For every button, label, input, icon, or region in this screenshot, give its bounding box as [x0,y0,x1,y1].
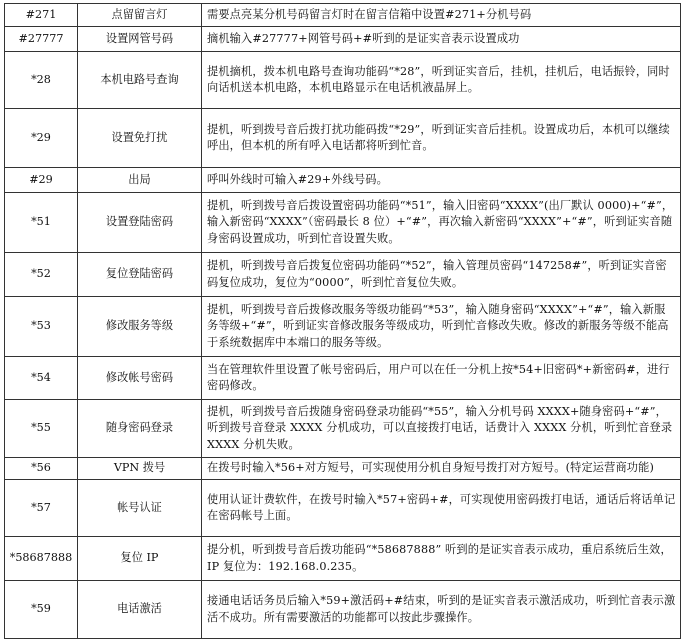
function-name: 设置免打扰 [78,109,202,168]
function-code: #27777 [5,27,78,52]
function-code: *53 [5,297,78,357]
function-description: 提机，听到拨号音后拨随身密码登录功能码“*55”，输入分机号码 XXXX+随身密码+“#”，听到拨号音登录 XXXX 分机成功，可以直接拨打电话，话费计入 XXXX 分机，听到忙音登录 XXXX 分机失败。 [202,400,681,458]
table-row [5,168,681,193]
function-name: VPN 拨号 [78,458,202,480]
function-code: *55 [5,400,78,458]
table-row [5,253,681,297]
function-description: 提机摘机，拨本机电路号查询功能码“*28”，听到证实音后，挂机，挂机后，电话振铃，同时向话机送本机电路，本机电路显示在电话机液晶屏上。 [202,52,681,109]
function-description: 当在管理软件里设置了帐号密码后，用户可以在任一分机上按*54+旧密码*+新密码#，进行密码修改。 [202,357,681,400]
table-row [5,109,681,168]
table-row [5,4,681,27]
function-name: 复位 IP [78,537,202,581]
function-description: 在拨号时输入*56+对方短号，可实现使用分机自身短号拨打对方短号。(特定运营商功能) [202,458,681,480]
table-row [5,357,681,400]
table-row [5,581,681,639]
function-description: 提分机，听到拨号音后拨功能码“*58687888” 听到的是证实音表示成功，重启系统后生效，IP 复位为：192.168.0.235。 [202,537,681,581]
function-code: *51 [5,193,78,253]
function-description: 提机，听到拨号音后拨复位密码功能码“*52”，输入管理员密码“147258#”，听到证实音密码复位成功，复位为“0000”，听到忙音复位失败。 [202,253,681,297]
table-row [5,400,681,458]
function-code: *57 [5,480,78,537]
function-description: 呼叫外线时可输入#29+外线号码。 [202,168,681,193]
function-code: *59 [5,581,78,639]
table-row [5,537,681,581]
function-name: 点留留言灯 [78,4,202,27]
function-description: 需要点亮某分机号码留言灯时在留言信箱中设置#271+分机号码 [202,4,681,27]
function-name: 本机电路号查询 [78,52,202,109]
function-description: 提机，听到拨号音后拨打扰功能码拨“*29”，听到证实音后挂机。设置成功后，本机可以继续呼出，但本机的所有呼入电话都将听到忙音。 [202,109,681,168]
table-row [5,458,681,480]
table-row [5,27,681,52]
function-code-table [4,3,681,639]
function-name: 设置登陆密码 [78,193,202,253]
function-code: *52 [5,253,78,297]
function-description: 摘机输入#27777+网管号码+#听到的是证实音表示设置成功 [202,27,681,52]
function-name: 修改服务等级 [78,297,202,357]
function-description: 使用认证计费软件，在拨号时输入*57+密码+#，可实现使用密码拨打电话，通话后将话单记在密码帐号上面。 [202,480,681,537]
table-row [5,52,681,109]
function-code: *56 [5,458,78,480]
function-name: 帐号认证 [78,480,202,537]
function-description: 接通电话话务员后输入*59+激活码+#结束，听到的是证实音表示激活成功，听到忙音表示激活不成功。所有需要激活的功能都可以按此步骤操作。 [202,581,681,639]
function-name: 随身密码登录 [78,400,202,458]
function-name: 出局 [78,168,202,193]
function-code: #271 [5,4,78,27]
function-name: 电话激活 [78,581,202,639]
function-description: 提机，听到拨号音后拨设置密码功能码“*51”，输入旧密码“XXXX”(出厂默认 0000)+“#”，输入新密码“XXXX”（密码最长 8 位）+“#”，再次输入新密码“XXXX”+“#”，听到证实音随身密码设置成功，听到忙音设置失败。 [202,193,681,253]
function-code: *58687888 [5,537,78,581]
function-code: #29 [5,168,78,193]
function-name: 修改帐号密码 [78,357,202,400]
table-row [5,193,681,253]
function-code: *54 [5,357,78,400]
function-code: *28 [5,52,78,109]
function-code: *29 [5,109,78,168]
table-row [5,297,681,357]
function-name: 复位登陆密码 [78,253,202,297]
function-name: 设置网管号码 [78,27,202,52]
function-description: 提机，听到拨号音后拨修改服务等级功能码“*53”，输入随身密码“XXXX”+“#”，输入新服务等级+“#”，听到证实音修改服务等级成功，听到忙音修改失败。修改的新服务等级不能高于系统数据库中本端口的服务等级。 [202,297,681,357]
table-row [5,480,681,537]
